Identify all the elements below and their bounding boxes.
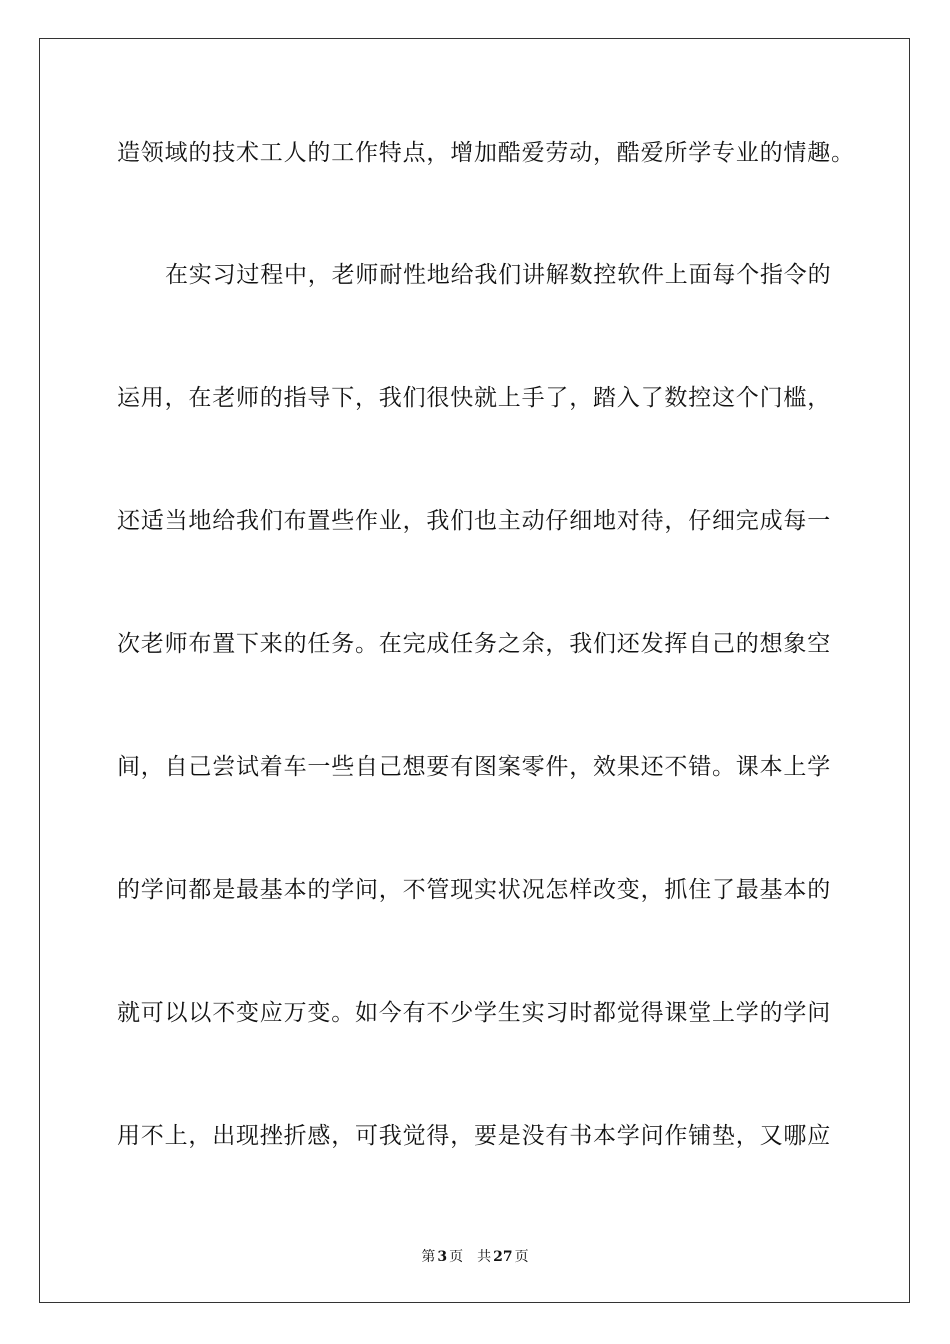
page-number: 3 — [437, 1249, 448, 1265]
text-line-5: 次老师布置下来的任务。在完成任务之余，我们还发挥自己的想象空 — [117, 631, 831, 657]
text-line-4: 还适当地给我们布置些作业，我们也主动仔细地对待，仔细完成每一 — [117, 508, 831, 534]
text-line-1: 造领域的技术工人的工作特点，增加酷爱劳动，酷爱所学专业的情趣。 — [117, 140, 855, 166]
page-footer — [0, 1248, 950, 1266]
total-pages: 27 — [493, 1249, 513, 1265]
total-suffix: 页 — [514, 1249, 529, 1265]
text-line-6: 间，自己尝试着车一些自己想要有图案零件，效果还不错。课本上学 — [117, 754, 831, 780]
page-suffix: 页 — [449, 1249, 464, 1265]
text-line-3: 运用，在老师的指导下，我们很快就上手了，踏入了数控这个门槛， — [117, 385, 831, 411]
page-border — [39, 38, 910, 1303]
text-line-8: 就可以以不变应万变。如今有不少学生实习时都觉得课堂上学的学问 — [117, 1000, 831, 1026]
text-line-7: 的学问都是最基本的学问，不管现实状况怎样改变，抓住了最基本的 — [117, 877, 831, 903]
text-line-9: 用不上，出现挫折感，可我觉得，要是没有书本学问作铺垫，又哪应 — [117, 1123, 831, 1149]
text-line-2: 在实习过程中，老师耐性地给我们讲解数控软件上面每个指令的 — [165, 262, 832, 288]
page-prefix: 第 — [421, 1249, 436, 1265]
total-prefix: 共 — [477, 1249, 492, 1265]
